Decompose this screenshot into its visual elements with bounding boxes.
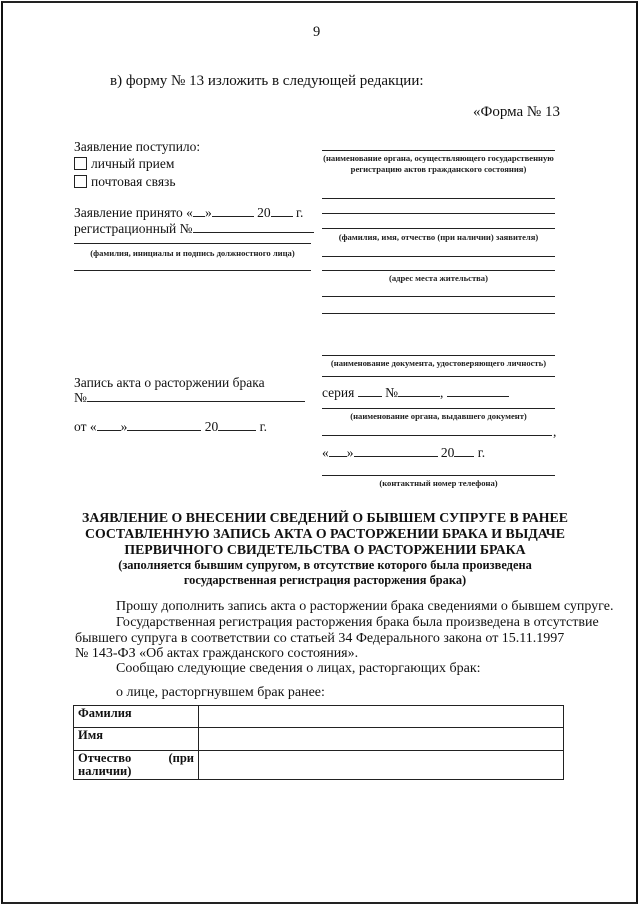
row-label-name: Имя	[74, 728, 199, 751]
issuer-comma: ,	[553, 424, 557, 439]
phone-caption: (контактный номер телефона)	[379, 478, 498, 488]
reg-number-field[interactable]	[193, 220, 314, 233]
address-line-2[interactable]	[322, 270, 555, 271]
accepted-date-row	[74, 204, 303, 221]
registry-caption: (наименование органа, осуществляющего государственную регистрацию актов гражданского состояния)	[323, 153, 554, 174]
applicant-line-2[interactable]	[322, 213, 555, 214]
subtitle-line-2: государственная регистрация расторжения брака)	[183, 573, 467, 587]
table-row	[74, 751, 564, 780]
address-line-3[interactable]	[322, 296, 555, 297]
accepted-year-field[interactable]	[271, 204, 293, 217]
issuer-line[interactable]	[322, 408, 555, 409]
received-label: Заявление поступило:	[74, 139, 201, 154]
paragraph-2-line-1: Государственная регистрация расторжения брака была произведена в отсутствие	[116, 615, 599, 630]
address-line-1[interactable]	[322, 256, 555, 257]
patronymic-label-c: наличии)	[78, 764, 132, 778]
doc-number-field[interactable]	[398, 384, 440, 397]
option-post[interactable]	[74, 174, 176, 190]
series-field[interactable]	[358, 384, 382, 397]
accepted-month-field[interactable]	[212, 204, 254, 217]
issue-date-close: »	[346, 445, 354, 460]
accepted-suffix: г.	[295, 205, 304, 220]
id-doc-caption: (наименование документа, удостоверяющего личность)	[330, 358, 547, 368]
intro-text: в) форму № 13 изложить в следующей редакции:	[110, 73, 424, 89]
paragraph-4: о лице, расторгнувшем брак ранее:	[116, 685, 325, 700]
act-date-row	[74, 418, 267, 435]
doc-issue-field[interactable]	[447, 384, 509, 397]
page-number: 9	[313, 24, 321, 40]
option-post-label: почтовая связь	[91, 174, 176, 189]
accepted-mid: »	[204, 205, 212, 220]
patronymic-label-b: (при	[168, 751, 194, 765]
row-label-surname: Фамилия	[74, 706, 199, 728]
paragraph-3: Сообщаю следующие сведения о лицах, расторгающих брак:	[116, 661, 481, 676]
issue-date-suffix: г.	[477, 445, 486, 460]
reg-number-row	[74, 220, 314, 237]
act-date-year-field[interactable]	[218, 418, 256, 431]
act-number-row	[74, 389, 305, 406]
left-extra-line[interactable]	[74, 270, 311, 271]
reg-number-label: регистрационный №	[74, 221, 193, 236]
statement-subtitle	[80, 558, 570, 588]
table-row	[74, 706, 564, 728]
id-doc-line[interactable]	[322, 355, 555, 356]
doc-number-label: №	[385, 385, 398, 400]
act-date-month-field[interactable]	[127, 418, 201, 431]
official-caption: (фамилия, инициалы и подпись должностного лица)	[90, 248, 295, 258]
applicant-caption: (фамилия, имя, отчество (при наличии) заявителя)	[338, 232, 539, 242]
id-doc-line-2[interactable]	[322, 376, 555, 377]
registry-line[interactable]	[322, 150, 555, 151]
official-signature-line[interactable]	[74, 243, 311, 244]
issue-day-field[interactable]	[329, 444, 347, 457]
issue-month-field[interactable]	[354, 444, 438, 457]
patronymic-field[interactable]	[199, 751, 564, 780]
surname-field[interactable]	[199, 706, 564, 728]
act-number-field[interactable]	[87, 389, 305, 402]
accepted-prefix: Заявление принято «	[74, 205, 193, 220]
series-number-row	[322, 384, 509, 401]
former-spouse-table	[73, 705, 564, 780]
act-date-year-prefix: 20	[204, 419, 219, 434]
form-label: «Форма № 13	[473, 104, 560, 120]
title-line-3: ПЕРВИЧНОГО СВИДЕТЕЛЬСТВА О РАСТОРЖЕНИИ БРАКА	[124, 542, 526, 557]
act-date-prefix: от «	[74, 419, 97, 434]
phone-line[interactable]	[322, 475, 555, 476]
row-label-patronymic	[74, 751, 199, 780]
subtitle-line-1: (заполняется бывшим супругом, в отсутствие которого была произведена	[118, 558, 532, 572]
name-field[interactable]	[199, 728, 564, 751]
accepted-day-field[interactable]	[193, 204, 205, 217]
issuer-caption: (наименование органа, выдавшего документ)	[350, 411, 527, 421]
act-record-label: Запись акта о расторжении брака	[74, 375, 265, 390]
accepted-year-prefix: 20	[257, 205, 271, 220]
issue-date-row	[322, 444, 485, 461]
paragraph-1: Прошу дополнить запись акта о расторжении брака сведениями о бывшем супруге.	[116, 599, 614, 614]
title-line-1: ЗАЯВЛЕНИЕ О ВНЕСЕНИИ СВЕДЕНИЙ О БЫВШЕМ СУПРУГЕ В РАНЕЕ	[82, 510, 568, 525]
applicant-line-3[interactable]	[322, 228, 555, 229]
comma: ,	[439, 385, 444, 400]
checkbox-post[interactable]	[74, 175, 87, 188]
table-row	[74, 728, 564, 751]
title-line-2: СОСТАВЛЕННУЮ ЗАПИСЬ АКТА О РАСТОРЖЕНИИ БРАКА И ВЫДАЧЕ	[85, 526, 565, 541]
statement-title	[80, 510, 570, 558]
act-number-label: №	[74, 390, 87, 405]
paragraph-2-line-2: бывшего супруга в соответствии со статьей 34 Федерального закона от 15.11.1997	[75, 631, 565, 646]
address-caption: (адрес места жительства)	[389, 273, 488, 283]
series-label: серия	[322, 385, 355, 400]
option-personal-label: личный прием	[91, 156, 175, 171]
checkbox-personal[interactable]	[74, 157, 87, 170]
issuer-line-2[interactable]	[322, 435, 552, 436]
issue-year-field[interactable]	[454, 444, 474, 457]
issue-year-prefix: 20	[440, 445, 455, 460]
act-date-day-field[interactable]	[97, 418, 121, 431]
issue-date-open: «	[322, 445, 329, 460]
patronymic-label-a: Отчество	[78, 751, 132, 765]
option-personal[interactable]	[74, 156, 174, 172]
applicant-line-1[interactable]	[322, 198, 555, 199]
paragraph-2-line-3: № 143-ФЗ «Об актах гражданского состояния».	[75, 646, 359, 661]
act-date-suffix: г.	[259, 419, 267, 434]
act-date-mid: »	[120, 419, 128, 434]
address-line-4[interactable]	[322, 313, 555, 314]
